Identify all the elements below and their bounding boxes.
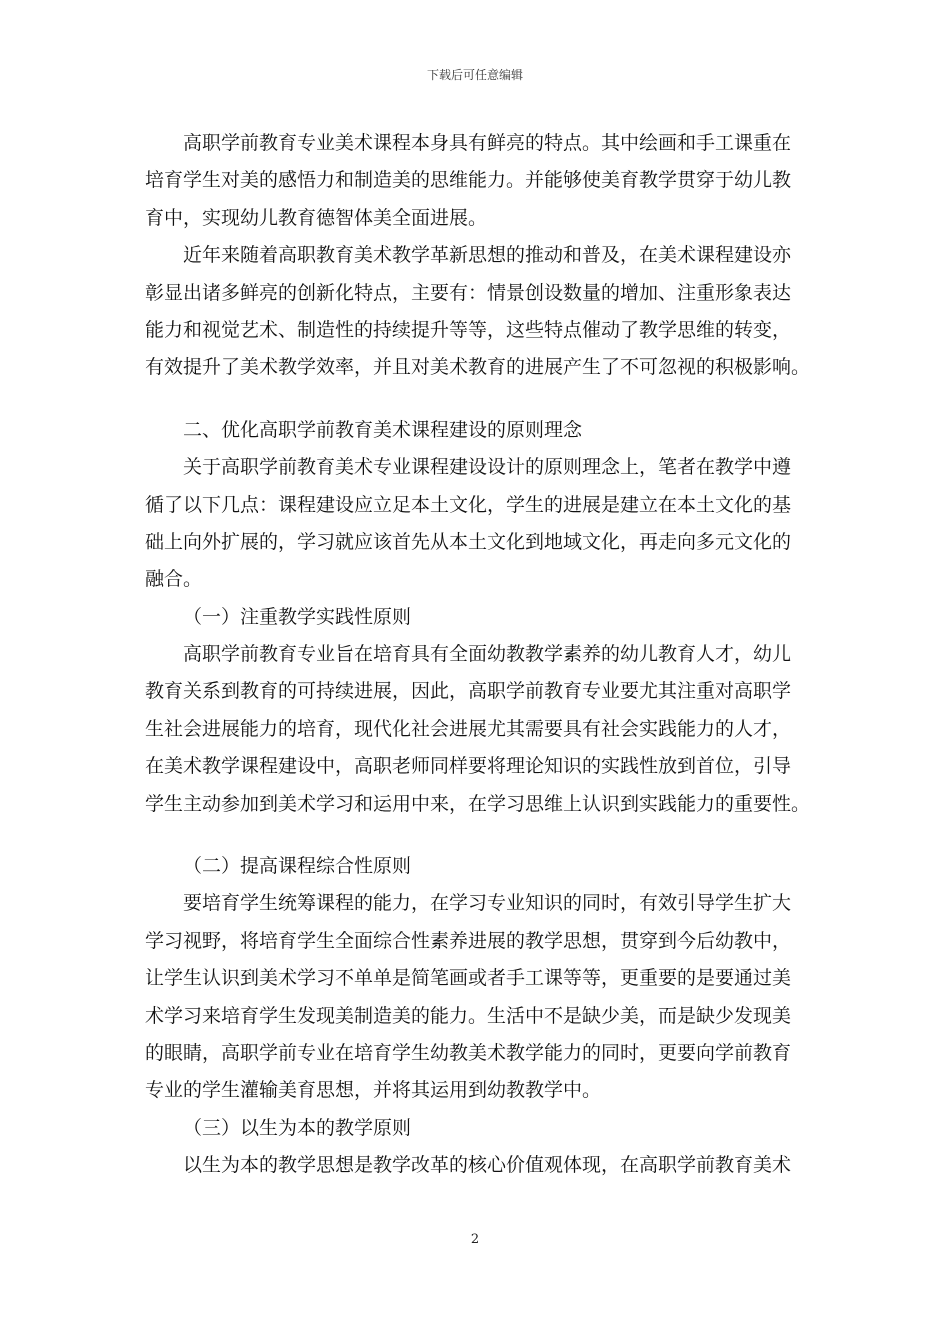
paragraph-line: 学习视野，将培育学生全面综合性素养进展的教学思想，贯穿到今后幼教中， <box>145 929 792 952</box>
paragraph-line: 培育学生对美的感悟力和制造美的思维能力。并能够使美育教学贯穿于幼儿教 <box>145 169 792 192</box>
paragraph-line: 高职学前教育专业旨在培育具有全面幼教教学素养的幼儿教育人才，幼儿 <box>183 643 792 666</box>
paragraph-line: 彰显出诸多鲜亮的创新化特点，主要有：情景创设数量的增加、注重形象表达 <box>145 281 792 304</box>
subsection-heading: （三）以生为本的教学原则 <box>183 1116 412 1139</box>
paragraph-line: 近年来随着高职教育美术教学革新思想的推动和普及，在美术课程建设亦 <box>183 244 792 267</box>
paragraph-line: 融合。 <box>145 568 203 591</box>
paragraph-line: 要培育学生统筹课程的能力，在学习专业知识的同时，有效引导学生扩大 <box>183 892 792 915</box>
paragraph-line: 在美术教学课程建设中，高职老师同样要将理论知识的实践性放到首位，引导 <box>145 755 792 778</box>
paragraph-line: 高职学前教育专业美术课程本身具有鲜亮的特点。其中绘画和手工课重在 <box>183 132 792 154</box>
paragraph-line: 术学习来培育学生发现美制造美的能力。生活中不是缺少美，而是缺少发现美 <box>145 1004 792 1027</box>
document-body <box>145 125 825 1185</box>
paragraph-line: 有效提升了美术教学效率，并且对美术教育的进展产生了不可忽视的积极影响。 <box>145 356 811 379</box>
paragraph-line: 关于高职学前教育美术专业课程建设设计的原则理念上，笔者在教学中遵 <box>183 456 792 479</box>
paragraph-line: 育中，实现幼儿教育德智体美全面进展。 <box>145 206 488 229</box>
paragraph-line: 以生为本的教学思想是教学改革的核心价值观体现，在高职学前教育美术 <box>183 1154 792 1177</box>
page-number: 2 <box>470 1232 480 1247</box>
page-header: 下载后可任意编辑 <box>426 68 523 82</box>
paragraph-line: 础上向外扩展的，学习就应该首先从本土文化到地域文化，再走向多元文化的 <box>145 530 792 553</box>
paragraph-line: 教育关系到教育的可持续进展，因此，高职学前教育专业要尤其注重对高职学 <box>145 680 792 703</box>
paragraph-line: 生社会进展能力的培育，现代化社会进展尤其需要具有社会实践能力的人才， <box>145 717 792 740</box>
paragraph-line: 学生主动参加到美术学习和运用中来，在学习思维上认识到实践能力的重要性。 <box>145 792 811 815</box>
paragraph-line: 的眼睛，高职学前专业在培育学生幼教美术教学能力的同时，更要向学前教育 <box>145 1041 792 1064</box>
paragraph-line: 能力和视觉艺术、制造性的持续提升等等，这些特点催动了教学思维的转变， <box>145 318 792 341</box>
paragraph-line: 让学生认识到美术学习不单单是简笔画或者手工课等等，更重要的是要通过美 <box>145 967 792 990</box>
section-heading: 二、优化高职学前教育美术课程建设的原则理念 <box>183 418 583 441</box>
subsection-heading: （一）注重教学实践性原则 <box>183 605 412 628</box>
paragraph-line: 专业的学生灌输美育思想，并将其运用到幼教教学中。 <box>145 1079 602 1102</box>
subsection-heading: （二）提高课程综合性原则 <box>183 855 412 878</box>
paragraph-line: 循了以下几点：课程建设应立足本土文化，学生的进展是建立在本土文化的基 <box>145 493 792 516</box>
